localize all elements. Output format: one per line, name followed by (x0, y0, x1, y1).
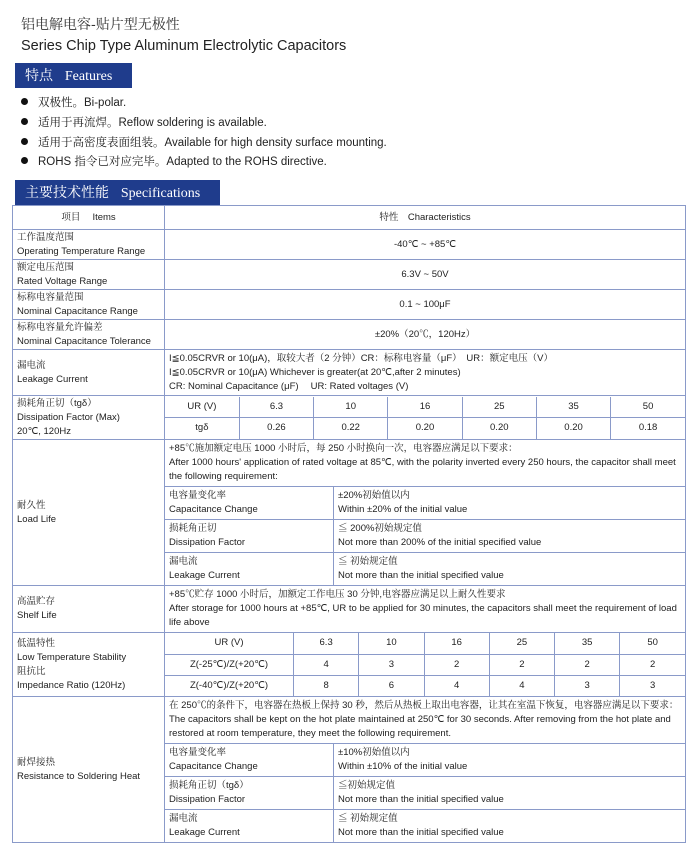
criteria-label-en: Dissipation Factor (169, 794, 246, 805)
df-cell: 16 (388, 397, 462, 418)
label-en: Nominal Capacitance Range (17, 305, 138, 317)
low-temp-row (13, 633, 686, 697)
label-cn: 标称电容量范围 (17, 291, 84, 303)
impedance-cell: 3 (555, 675, 620, 696)
capacitance-row (13, 290, 686, 320)
criteria-value-en: Not more than the initial specified value (338, 570, 504, 581)
desc-cn: +85℃施加额定电压 1000 小时后，每 250 小时换向一次，电容器应满足以下要求： (169, 443, 518, 454)
impedance-cell: 3 (620, 675, 685, 696)
feature-text: 适用于再流焊。Reflow soldering is available. (38, 117, 267, 129)
shelf-row (13, 586, 686, 633)
header-items: 项目 Items (13, 206, 165, 230)
df-cell: 10 (314, 397, 388, 418)
criteria-label (165, 744, 334, 777)
title-cn: 铝电解电容-贴片型无极性 (21, 17, 180, 33)
criteria-label-cn: 损耗角正切（tgδ） (169, 780, 249, 791)
label-cn: 耐久性 (17, 499, 46, 511)
df-row (13, 396, 686, 440)
criteria-label (165, 777, 334, 810)
label-en: Impedance Ratio (120Hz) (17, 679, 126, 691)
df-cell: 0.20 (388, 418, 462, 439)
label-cn: 低温特性 (17, 637, 56, 649)
low-temp-label (13, 633, 165, 697)
criteria-label-en: Capacitance Change (169, 761, 258, 772)
leakage-label (13, 350, 165, 396)
impedance-25-row (165, 654, 685, 675)
df-table (165, 397, 685, 439)
impedance-cell: Z(-40℃)/Z(+20℃) (165, 675, 294, 696)
criteria-value (334, 777, 686, 810)
bullet-icon (21, 157, 28, 164)
bullet-icon (21, 98, 28, 105)
temp-label (13, 230, 165, 260)
specs-heading-cn: 主要技术性能 (25, 185, 109, 201)
df-cell: tgδ (165, 418, 239, 439)
df-cell: 0.22 (314, 418, 388, 439)
criteria-value-cn: ≦ 200%初始规定值 (338, 523, 422, 534)
feature-text: ROHS 指令已对应完毕。Adapted to the ROHS directive. (38, 156, 327, 168)
features-heading (15, 63, 132, 88)
capacitance-label (13, 290, 165, 320)
label-cn: 阻抗比 (17, 665, 46, 677)
impedance-cell: 2 (424, 654, 489, 675)
criteria-value (334, 810, 686, 843)
df-cell: 25 (462, 397, 536, 418)
impedance-cell: 2 (489, 654, 554, 675)
label-en: Rated Voltage Range (17, 275, 108, 287)
title-en: Series Chip Type Aluminum Electrolytic Capacitors (21, 38, 347, 54)
criteria-row (165, 553, 685, 586)
df-cell: 0.20 (462, 418, 536, 439)
df-cell: 35 (536, 397, 610, 418)
criteria-label-cn: 损耗角正切 (169, 523, 217, 534)
label-en: Nominal Capacitance Tolerance (17, 335, 151, 347)
leakage-value (165, 350, 686, 396)
label-en: Resistance to Soldering Heat (17, 770, 141, 782)
impedance-cell: 6.3 (294, 633, 359, 654)
df-cell: 6.3 (239, 397, 313, 418)
shelf-value (165, 586, 686, 633)
impedance-cell: 35 (555, 633, 620, 654)
impedance-40-row (165, 675, 685, 696)
desc-cn: 在 250℃的条件下，电容器在热板上保持 30 秒，然后从热板上取出电容器，让其在室温下恢复，电容器应满足以下要求： (169, 700, 679, 711)
low-temp-table-cell (165, 633, 686, 697)
criteria-label-cn: 漏电流 (169, 813, 198, 824)
criteria-label-cn: 电容量变化率 (169, 490, 227, 501)
impedance-cell: 4 (489, 675, 554, 696)
df-tgd-row (165, 418, 685, 439)
endurance-value (165, 440, 686, 586)
label-cn: 工作温度范围 (17, 231, 75, 243)
criteria-value-en: Within ±10% of the initial value (338, 761, 468, 772)
criteria-value-cn: ±10%初始值以内 (338, 747, 410, 758)
label-en: Dissipation Factor (Max) (17, 411, 120, 423)
label-en: Operating Temperature Range (17, 245, 146, 257)
impedance-cell: 25 (489, 633, 554, 654)
criteria-row (165, 777, 685, 810)
criteria-value-en: Not more than the initial specified value (338, 794, 504, 805)
tolerance-value: ±20%（20℃，120Hz） (165, 320, 686, 350)
specifications-table (12, 205, 686, 843)
criteria-label (165, 553, 334, 586)
tolerance-row (13, 320, 686, 350)
feature-item (21, 94, 126, 110)
df-table-cell (165, 396, 686, 440)
features-heading-en: Features (64, 69, 113, 84)
solder-desc (165, 697, 685, 743)
criteria-value (334, 520, 686, 553)
endurance-row (13, 440, 686, 586)
criteria-row (165, 520, 685, 553)
feature-text: 适用于高密度表面组装。Available for high density surface mounting. (38, 137, 387, 149)
criteria-label (165, 487, 334, 520)
shelf-label (13, 586, 165, 633)
solder-label (13, 697, 165, 843)
df-cell: UR (V) (187, 400, 217, 412)
impedance-cell: 10 (359, 633, 424, 654)
criteria-label (165, 810, 334, 843)
label-cn: 额定电压范围 (17, 261, 75, 273)
leakage-line: I≦0.05CRVR or 10(μA)，取较大者（2 分钟）CR：标称电容量（μF） UR：额定电压（V） (169, 352, 553, 364)
feature-text: 双极性。Bi-polar. (38, 97, 127, 109)
impedance-cell: 4 (294, 654, 359, 675)
criteria-row (165, 744, 685, 777)
impedance-voltage-row (165, 633, 685, 654)
label-en: Load Life (17, 513, 57, 525)
impedance-cell: 4 (424, 675, 489, 696)
label-cond: 20℃, 120Hz (17, 425, 71, 437)
impedance-cell: 3 (359, 654, 424, 675)
criteria-label-en: Capacitance Change (169, 504, 258, 515)
label-cn: 耐焊接热 (17, 756, 56, 768)
label-cn: 漏电流 (17, 359, 46, 371)
impedance-cell: Z(-25℃)/Z(+20℃) (165, 654, 294, 675)
criteria-value (334, 487, 686, 520)
label-en: Low Temperature Stability (17, 651, 127, 663)
criteria-label-cn: 电容量变化率 (169, 747, 227, 758)
desc-en: After 1000 hours' application of rated voltage at 85℃, with the polarity inverted every 250 hours, the capacitor shall meet the following requirement: (169, 457, 676, 482)
criteria-label-en: Dissipation Factor (169, 537, 246, 548)
label-cn: 损耗角正切（tgδ） (17, 397, 97, 409)
solder-row (13, 697, 686, 843)
impedance-cell: 50 (620, 633, 685, 654)
endurance-label (13, 440, 165, 586)
impedance-table (165, 633, 685, 696)
desc-cn: +85℃贮存 1000 小时后，加额定工作电压 30 分钟,电容器应满足以上耐久性要求 (169, 589, 506, 600)
specs-heading-en: Specifications (120, 186, 201, 201)
criteria-value-en: Not more than the initial specified value (338, 827, 504, 838)
impedance-cell: 2 (620, 654, 685, 675)
solder-value (165, 697, 686, 843)
impedance-cell: UR (V) (214, 637, 244, 649)
leakage-line: CR: Nominal Capacitance (μF) UR: Rated voltages (V) (169, 380, 409, 392)
df-cell: 0.26 (239, 418, 313, 439)
capacitance-value: 0.1 ~ 100μF (165, 290, 686, 320)
endurance-desc (165, 440, 685, 486)
features-heading-cn: 特点 (25, 68, 53, 84)
criteria-value-cn: ≦ 初始规定值 (338, 556, 398, 567)
feature-item (21, 134, 387, 150)
solder-criteria (165, 743, 685, 842)
criteria-value (334, 744, 686, 777)
df-voltage-row (165, 397, 685, 418)
impedance-cell: 8 (294, 675, 359, 696)
desc-en: After storage for 1000 hours at +85℃, UR to be applied for 30 minutes, the capacitors shall meet the requirement of load life above (169, 603, 677, 628)
specs-heading (15, 180, 220, 205)
bullet-icon (21, 138, 28, 145)
voltage-label (13, 260, 165, 290)
voltage-row (13, 260, 686, 290)
impedance-cell: 16 (424, 633, 489, 654)
criteria-value-en: Not more than 200% of the initial specified value (338, 537, 542, 548)
header-characteristics: 特性 Characteristics (165, 206, 686, 230)
shelf-desc (165, 586, 685, 632)
temp-value: -40℃ ~ +85℃ (165, 230, 686, 260)
criteria-label (165, 520, 334, 553)
voltage-value: 6.3V ~ 50V (165, 260, 686, 290)
endurance-criteria (165, 486, 685, 585)
label-cn: 高温贮存 (17, 596, 56, 607)
df-cell: 0.20 (536, 418, 610, 439)
criteria-label-en: Leakage Current (169, 827, 240, 838)
desc-en: The capacitors shall be kept on the hot plate maintained at 250℃ for 30 seconds. After removing from the hot plate and restored at room temperature, they meet the following requirement. (169, 714, 671, 739)
feature-item (21, 114, 267, 130)
leakage-line: I≦0.05CRVR or 10(μA) Whichever is greater(at 20℃,after 2 minutes) (169, 366, 461, 378)
criteria-value-en: Within ±20% of the initial value (338, 504, 468, 515)
temp-row (13, 230, 686, 260)
tolerance-label (13, 320, 165, 350)
criteria-label-cn: 漏电流 (169, 556, 198, 567)
criteria-value-cn: ≦ 初始规定值 (338, 813, 398, 824)
criteria-value-cn: ±20%初始值以内 (338, 490, 410, 501)
df-label (13, 396, 165, 440)
header-row (13, 206, 686, 230)
impedance-cell: 2 (555, 654, 620, 675)
impedance-cell: 6 (359, 675, 424, 696)
label-cn: 标称电容量允许偏差 (17, 321, 103, 333)
label-en: Shelf Life (17, 610, 57, 621)
leakage-row (13, 350, 686, 396)
bullet-icon (21, 118, 28, 125)
df-cell: 0.18 (611, 418, 685, 439)
criteria-row (165, 487, 685, 520)
df-cell: 50 (611, 397, 685, 418)
label-en: Leakage Current (17, 373, 88, 385)
criteria-row (165, 810, 685, 843)
criteria-value (334, 553, 686, 586)
criteria-label-en: Leakage Current (169, 570, 240, 581)
criteria-value-cn: ≦初始规定值 (338, 780, 396, 791)
feature-item (21, 153, 327, 169)
